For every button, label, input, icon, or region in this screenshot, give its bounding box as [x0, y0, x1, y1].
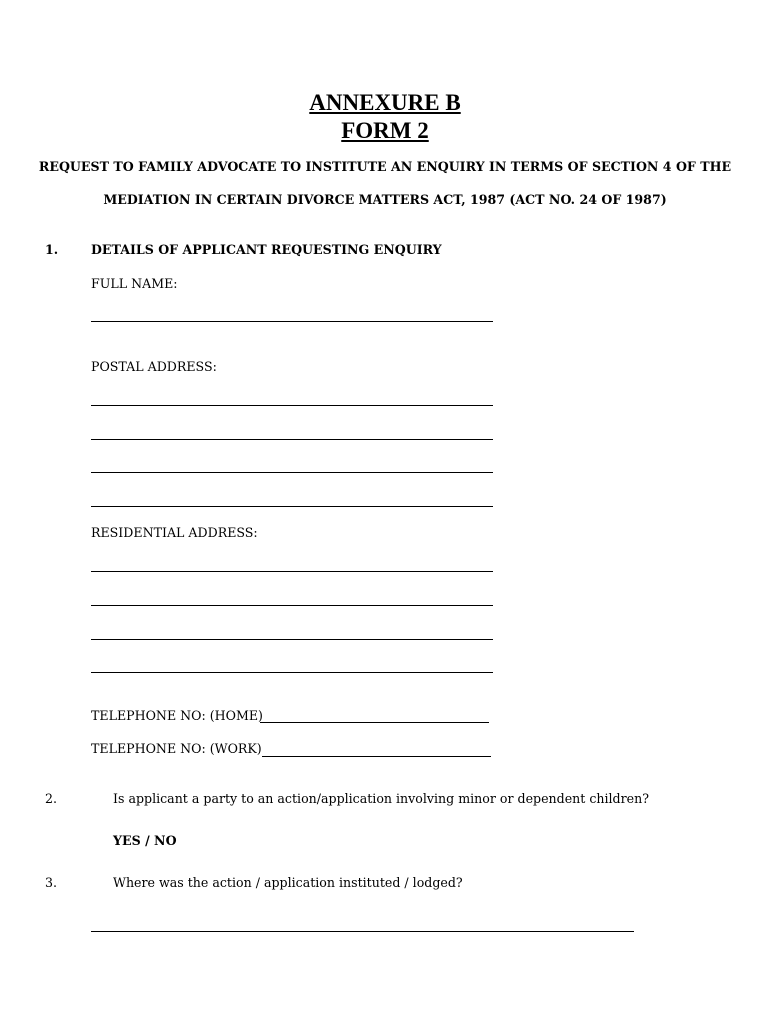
section-2-question: Is applicant a party to an action/application involving minor or dependent children? — [113, 791, 649, 806]
residential-address-line-2[interactable] — [91, 605, 493, 606]
residential-address-line-3[interactable] — [91, 639, 493, 640]
residential-address-line-4[interactable] — [91, 672, 493, 673]
telephone-work-line[interactable] — [262, 756, 491, 757]
annexure-title: ANNEXURE B — [309, 90, 461, 115]
postal-address-label: POSTAL ADDRESS: — [91, 359, 217, 374]
subtitle-line-2: MEDIATION IN CERTAIN DIVORCE MATTERS ACT, 1987 (ACT NO. 24 OF 1987) — [103, 192, 667, 207]
postal-address-line-4[interactable] — [91, 506, 493, 507]
residential-address-label: RESIDENTIAL ADDRESS: — [91, 525, 258, 540]
yes-no-answer[interactable]: YES / NO — [113, 833, 177, 848]
residential-address-line-1[interactable] — [91, 571, 493, 572]
section-1-number: 1. — [45, 242, 59, 257]
postal-address-line-2[interactable] — [91, 439, 493, 440]
form-title: FORM 2 — [341, 118, 429, 143]
section-2-number: 2. — [45, 791, 58, 806]
postal-address-line-3[interactable] — [91, 472, 493, 473]
telephone-work-label: TELEPHONE NO: (WORK) — [91, 741, 262, 756]
section-3-question: Where was the action / application instituted / lodged? — [113, 875, 463, 890]
section-3-number: 3. — [45, 875, 58, 890]
subtitle-line-1: REQUEST TO FAMILY ADVOCATE TO INSTITUTE AN ENQUIRY IN TERMS OF SECTION 4 OF THE — [38, 159, 732, 174]
telephone-home-line[interactable] — [260, 722, 489, 723]
telephone-home-label: TELEPHONE NO: (HOME) — [91, 708, 263, 723]
postal-address-line-1[interactable] — [91, 405, 493, 406]
section-1-heading: DETAILS OF APPLICANT REQUESTING ENQUIRY — [91, 242, 442, 257]
full-name-label: FULL NAME: — [91, 276, 178, 291]
action-location-line[interactable] — [91, 931, 634, 932]
full-name-line[interactable] — [91, 321, 493, 322]
